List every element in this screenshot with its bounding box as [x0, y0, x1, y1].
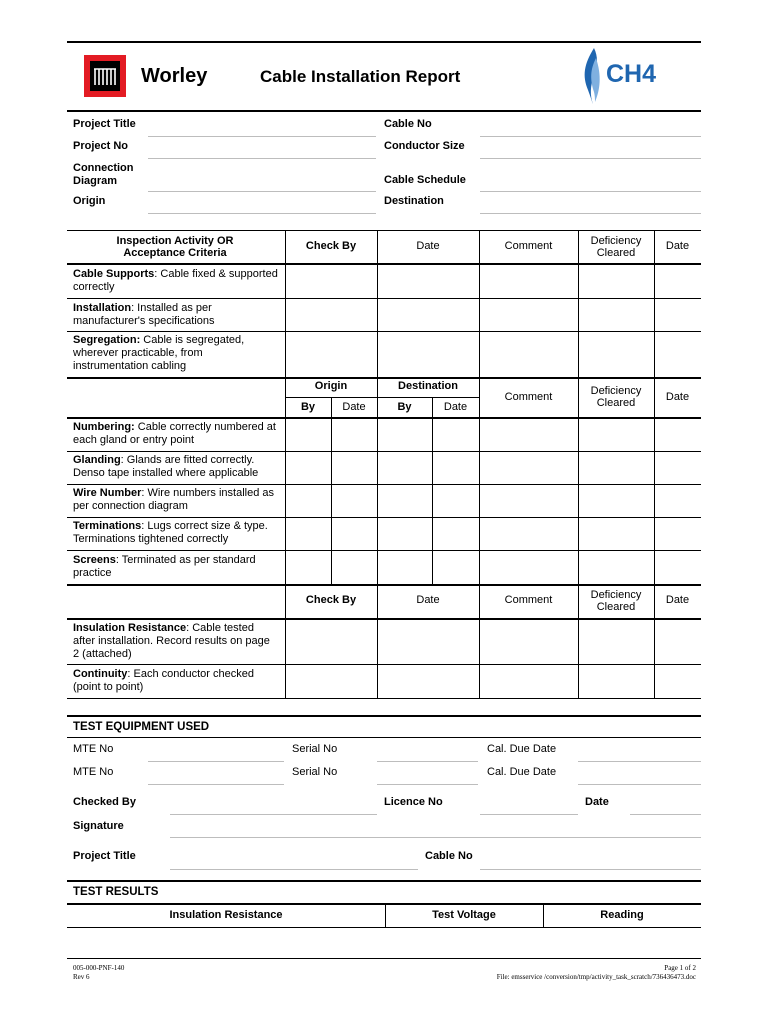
serial-no-label-2: Serial No: [292, 766, 338, 778]
page-title: Cable Installation Report: [260, 67, 461, 86]
checked-by-field[interactable]: [170, 814, 377, 815]
t3-date-header: Date: [416, 594, 440, 606]
licence-no-label: Licence No: [384, 796, 443, 808]
table1-header-rule: [67, 263, 701, 265]
table-top-border: [67, 230, 701, 231]
mte-no-field-2[interactable]: [148, 784, 284, 785]
col-checkby-header: Check By: [305, 240, 357, 252]
connection-diagram-field[interactable]: [148, 191, 376, 192]
table-row: Numbering: Cable correctly numbered at each gland or entry point: [73, 421, 276, 446]
table-row: Installation: Installed as per manufacturer's specifications: [73, 302, 215, 327]
cable-no-label: Cable No: [384, 118, 432, 130]
test-equipment-top-rule: [67, 715, 701, 717]
origin-date-header: Date: [342, 401, 366, 413]
destination-header: Destination: [398, 380, 458, 392]
cable-schedule-label: Cable Schedule: [384, 174, 466, 186]
destination-label: Destination: [384, 195, 444, 207]
table-row: Segregation: Cable is segregated, wherever practicable, from instrumentation cabling: [73, 334, 245, 372]
top-rule: [67, 41, 701, 43]
test-equipment-heading: TEST EQUIPMENT USED: [73, 721, 210, 733]
origin-label: Origin: [73, 195, 106, 207]
project-title-label: Project Title: [73, 118, 136, 130]
worley-logo-icon: [84, 55, 126, 97]
cal-due-field-2[interactable]: [578, 784, 701, 785]
t3-comment-header: Comment: [504, 594, 553, 606]
date-label: Date: [585, 796, 609, 808]
signature-label: Signature: [73, 820, 124, 832]
origin-header: Origin: [314, 380, 348, 392]
reading-header: Reading: [600, 909, 644, 921]
date-field[interactable]: [630, 814, 701, 815]
mte-no-label-2: MTE No: [73, 766, 114, 778]
origin-field[interactable]: [148, 213, 376, 214]
col-activity-header: Inspection Activity OR Acceptance Criteria: [116, 235, 234, 259]
project-title-field[interactable]: [148, 136, 376, 137]
t3-checkby-header: Check By: [305, 594, 357, 606]
table-row: Terminations: Lugs correct size & type. Terminations tightened correctly: [73, 520, 268, 545]
client-logo-text: CH4: [606, 60, 657, 88]
col-date-header: Date: [416, 240, 440, 252]
header-rule: [67, 110, 701, 112]
conductor-size-label: Conductor Size: [384, 140, 465, 152]
destination-field[interactable]: [480, 213, 701, 214]
test-voltage-header: Test Voltage: [432, 909, 496, 921]
mte-no-field-1[interactable]: [148, 761, 284, 762]
serial-no-field-2[interactable]: [377, 784, 478, 785]
insulation-resistance-header: Insulation Resistance: [169, 909, 283, 921]
cable-no-field[interactable]: [480, 136, 701, 137]
table-row: Continuity: Each conductor checked (point to point): [73, 668, 254, 693]
col-deficiency-header: Deficiency Cleared: [590, 235, 642, 259]
t3-deficiency-header: Deficiency Cleared: [590, 589, 642, 613]
connection-diagram-label: Connection Diagram: [73, 162, 134, 187]
date-header: Date: [665, 391, 690, 403]
project-title-label-2: Project Title: [73, 850, 136, 862]
dest-by-header: By: [397, 401, 412, 413]
table-row: Wire Number: Wire numbers installed as per connection diagram: [73, 487, 275, 512]
serial-no-field-1[interactable]: [377, 761, 478, 762]
test-results-heading: TEST RESULTS: [73, 886, 159, 898]
cal-due-label-2: Cal. Due Date: [487, 766, 557, 778]
page-number: Page 1 of 2: [664, 964, 696, 972]
file-path: File: emsservice /conversion/tmp/activity_task_scratch/736436473.doc: [496, 973, 696, 981]
origin-by-header: By: [300, 401, 316, 413]
table-row: Screens: Terminated as per standard practice: [73, 554, 256, 579]
cable-no-label-2: Cable No: [425, 850, 473, 862]
col-comment-header: Comment: [504, 240, 553, 252]
project-title-field-2[interactable]: [170, 869, 418, 870]
company-name: Worley: [141, 65, 208, 87]
dest-date-header: Date: [443, 401, 468, 413]
table-row: Insulation Resistance: Cable tested after installation. Record results on page 2 (attached): [73, 622, 270, 660]
mte-no-label-1: MTE No: [73, 743, 114, 755]
project-no-label: Project No: [73, 140, 129, 152]
project-no-field[interactable]: [148, 158, 376, 159]
t3-date2-header: Date: [665, 594, 690, 606]
flame-icon: [580, 46, 604, 106]
cal-due-label-1: Cal. Due Date: [487, 743, 557, 755]
cable-schedule-field[interactable]: [480, 191, 701, 192]
table-row: Cable Supports: Cable fixed & supported correctly: [73, 268, 278, 293]
cable-no-field-2[interactable]: [480, 869, 701, 870]
revision: Rev 6: [73, 973, 90, 981]
test-results-top-rule: [67, 880, 701, 882]
doc-number: 005-000-PNF-140: [73, 964, 125, 972]
conductor-size-field[interactable]: [480, 158, 701, 159]
comment-header: Comment: [504, 391, 553, 403]
cal-due-field-1[interactable]: [578, 761, 701, 762]
signature-field[interactable]: [170, 837, 701, 838]
footer-rule: [67, 958, 701, 959]
table-row: Glanding: Glands are fitted correctly. Denso tape installed where applicable: [73, 454, 259, 479]
col-date2-header: Date: [665, 240, 690, 252]
checked-by-label: Checked By: [73, 796, 136, 808]
licence-no-field[interactable]: [480, 814, 578, 815]
deficiency-header: Deficiency Cleared: [590, 385, 642, 409]
serial-no-label-1: Serial No: [292, 743, 338, 755]
